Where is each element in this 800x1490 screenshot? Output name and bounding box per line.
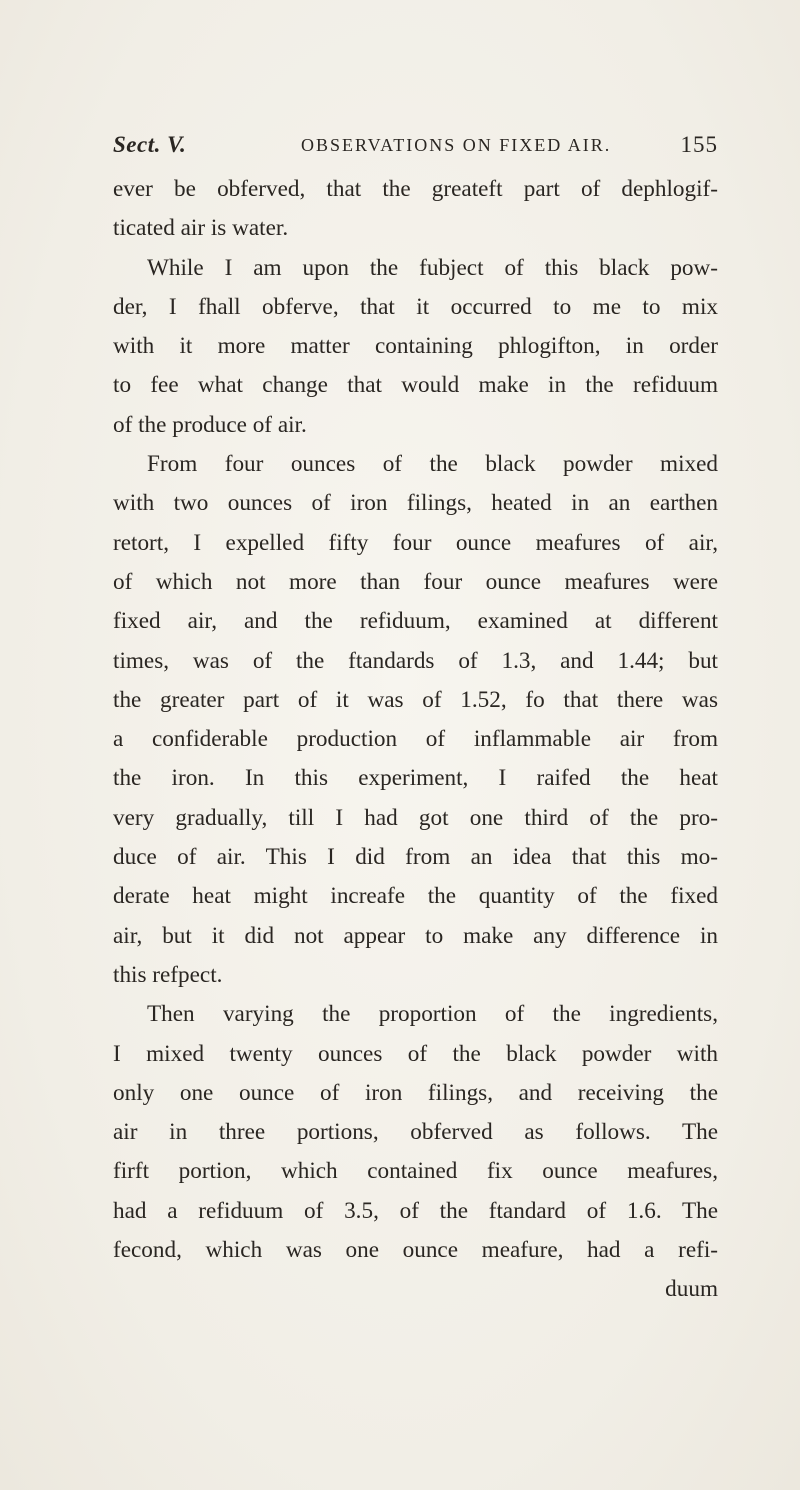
text-line: had a refiduum of 3.5, of the ftandard of 1.6. The — [113, 1197, 718, 1224]
text-line: the iron. In this experiment, I raifed the heat — [113, 765, 718, 792]
text-line: retort, I expelled fifty four ounce meafures of air, — [113, 529, 718, 556]
paragraph-start-line: Then varying the proportion of the ingredients, — [147, 1001, 718, 1028]
text-line: a confiderable production of inflammable air from — [113, 726, 718, 753]
text-line: this refpect. — [113, 961, 223, 988]
text-line: the greater part of it was of 1.52, fo that there was — [113, 686, 718, 713]
text-line: ticated air is water. — [113, 215, 289, 242]
text-line: only one ounce of iron filings, and receiving the — [113, 1079, 718, 1106]
text-line: to fee what change that would make in the refiduum — [113, 372, 718, 399]
page-number: 155 — [680, 132, 718, 157]
catchword: duum — [665, 1276, 718, 1303]
text-line: air in three portions, obferved as follows. The — [113, 1119, 718, 1146]
text-line: I mixed twenty ounces of the black powder with — [113, 1040, 718, 1067]
text-line: derate heat might increafe the quantity of the fixed — [113, 883, 718, 910]
running-header — [113, 132, 718, 166]
text-line: fixed air, and the refiduum, examined at different — [113, 608, 718, 635]
text-line: with it more matter containing phlogifton, in order — [113, 333, 718, 360]
text-line: very gradually, till I had got one third of the pro- — [113, 804, 718, 831]
text-line: fecond, which was one ounce meafure, had a refi- — [113, 1237, 718, 1264]
body-text — [113, 170, 718, 1310]
text-line: duce of air. This I did from an idea that this mo- — [113, 844, 718, 871]
text-line: air, but it did not appear to make any difference in — [113, 922, 718, 949]
text-line: der, I fhall obferve, that it occurred to me to mix — [113, 293, 718, 320]
text-line: times, was of the ftandards of 1.3, and 1.44; but — [113, 647, 718, 674]
text-line: with two ounces of iron filings, heated in an earthen — [113, 490, 718, 517]
paragraph-start-line: While I am upon the fubject of this black pow- — [147, 254, 718, 281]
running-title: OBSERVATIONS ON FIXED AIR. — [301, 135, 612, 155]
paragraph-start-line: From four ounces of the black powder mixed — [147, 451, 718, 478]
text-line: ever be obferved, that the greateft part of dephlogif- — [113, 176, 718, 202]
text-line: of the produce of air. — [113, 411, 307, 438]
section-label: Sect. V. — [113, 132, 187, 157]
text-line: of which not more than four ounce meafures were — [113, 568, 718, 595]
text-line: firft portion, which contained fix ounce meafures, — [113, 1158, 718, 1185]
